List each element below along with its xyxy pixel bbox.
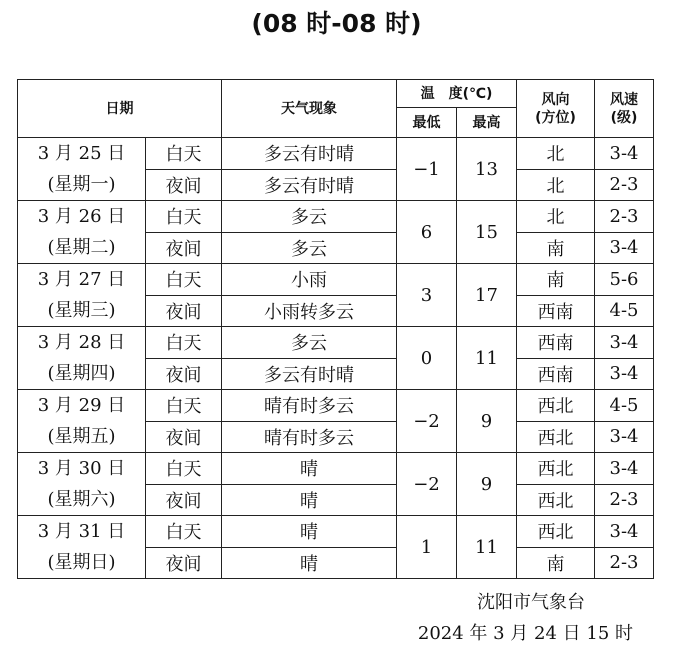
date-text: 3 月 30 日 (37, 458, 126, 479)
wind-speed-cell: 3-4 (595, 453, 654, 485)
period-label: 夜间 (146, 232, 222, 264)
wind-direction-cell: 北 (517, 138, 595, 170)
header-weather: 天气现象 (222, 80, 397, 138)
temp-high-cell: 11 (457, 327, 517, 390)
weather-cell: 晴有时多云 (222, 390, 397, 422)
table-row (18, 390, 654, 422)
table-row (18, 264, 654, 296)
weather-cell: 小雨转多云 (222, 295, 397, 327)
header-wind-direction: 风向 (方位) (517, 80, 595, 138)
wind-speed-cell: 3-4 (595, 358, 654, 390)
wind-direction-cell: 南 (517, 264, 595, 296)
wind-speed-cell: 3-4 (595, 421, 654, 453)
period-label: 白天 (146, 516, 222, 548)
date-text: 3 月 25 日 (37, 143, 126, 164)
temp-low-cell: 6 (397, 201, 457, 264)
date-cell (18, 264, 146, 327)
wind-direction-cell: 西北 (517, 421, 595, 453)
date-text: 3 月 27 日 (37, 269, 126, 290)
weekday-text: (星期一) (47, 174, 116, 195)
weather-cell: 晴 (222, 516, 397, 548)
period-label: 夜间 (146, 358, 222, 390)
temp-high-cell: 11 (457, 516, 517, 579)
wind-speed-cell: 4-5 (595, 295, 654, 327)
period-label: 夜间 (146, 421, 222, 453)
document-title: (08 时-08 时) (251, 9, 422, 38)
weekday-text: (星期六) (47, 489, 116, 510)
temp-low-cell: −2 (397, 390, 457, 453)
period-label: 夜间 (146, 169, 222, 201)
temp-high-cell: 17 (457, 264, 517, 327)
wind-speed-cell: 2-3 (595, 484, 654, 516)
weekday-text: (星期日) (47, 552, 116, 573)
period-label: 白天 (146, 453, 222, 485)
temp-low-cell: 1 (397, 516, 457, 579)
period-label: 白天 (146, 390, 222, 422)
date-text: 3 月 31 日 (37, 521, 126, 542)
date-cell (18, 516, 146, 579)
temp-high-cell: 9 (457, 453, 517, 516)
temp-high-cell: 13 (457, 138, 517, 201)
forecast-table (17, 79, 654, 579)
weekday-text: (星期五) (47, 426, 116, 447)
weather-cell: 多云有时晴 (222, 138, 397, 170)
table-row (18, 138, 654, 170)
wind-direction-cell: 西北 (517, 453, 595, 485)
date-text: 3 月 29 日 (37, 395, 126, 416)
period-label: 夜间 (146, 547, 222, 579)
date-cell (18, 201, 146, 264)
wind-direction-cell: 北 (517, 201, 595, 233)
weather-cell: 晴 (222, 453, 397, 485)
weather-cell: 晴有时多云 (222, 421, 397, 453)
wind-direction-cell: 西北 (517, 390, 595, 422)
table-row (18, 201, 654, 233)
date-cell (18, 138, 146, 201)
wind-speed-cell: 2-3 (595, 169, 654, 201)
weather-cell: 多云 (222, 232, 397, 264)
temp-low-cell: −1 (397, 138, 457, 201)
temp-low-cell: 0 (397, 327, 457, 390)
weather-cell: 多云 (222, 327, 397, 359)
wind-direction-cell: 北 (517, 169, 595, 201)
header-temp-high: 最高 (457, 108, 517, 138)
weather-cell: 多云有时晴 (222, 169, 397, 201)
wind-speed-cell: 3-4 (595, 138, 654, 170)
wind-speed-cell: 2-3 (595, 547, 654, 579)
header-temp-low: 最低 (397, 108, 457, 138)
weather-cell: 多云有时晴 (222, 358, 397, 390)
header-wind-speed: 风速 (级) (595, 80, 654, 138)
wind-speed-cell: 2-3 (595, 201, 654, 233)
wind-speed-cell: 3-4 (595, 516, 654, 548)
table-row (18, 516, 654, 548)
weather-cell: 晴 (222, 547, 397, 579)
header-temperature: 温 度(℃) (397, 80, 517, 108)
date-cell (18, 453, 146, 516)
table-row (18, 327, 654, 359)
wind-speed-cell: 3-4 (595, 232, 654, 264)
wind-speed-cell: 5-6 (595, 264, 654, 296)
temp-high-cell: 15 (457, 201, 517, 264)
period-label: 白天 (146, 327, 222, 359)
issuer: 沈阳市气象台 (477, 592, 585, 613)
date-cell (18, 390, 146, 453)
weather-cell: 小雨 (222, 264, 397, 296)
date-cell (18, 327, 146, 390)
period-label: 夜间 (146, 295, 222, 327)
weekday-text: (星期四) (47, 363, 116, 384)
wind-direction-cell: 南 (517, 547, 595, 579)
table-row (18, 453, 654, 485)
wind-direction-cell: 西南 (517, 327, 595, 359)
period-label: 白天 (146, 201, 222, 233)
wind-direction-cell: 西北 (517, 484, 595, 516)
weekday-text: (星期三) (47, 300, 116, 321)
header-date: 日期 (18, 80, 222, 138)
temp-low-cell: 3 (397, 264, 457, 327)
weather-cell: 晴 (222, 484, 397, 516)
weekday-text: (星期二) (47, 237, 116, 258)
temp-low-cell: −2 (397, 453, 457, 516)
wind-direction-cell: 西南 (517, 358, 595, 390)
wind-speed-cell: 4-5 (595, 390, 654, 422)
weather-cell: 多云 (222, 201, 397, 233)
period-label: 白天 (146, 264, 222, 296)
wind-direction-cell: 西南 (517, 295, 595, 327)
temp-high-cell: 9 (457, 390, 517, 453)
period-label: 夜间 (146, 484, 222, 516)
wind-direction-cell: 南 (517, 232, 595, 264)
date-text: 3 月 28 日 (37, 332, 126, 353)
wind-direction-cell: 西北 (517, 516, 595, 548)
date-text: 3 月 26 日 (37, 206, 126, 227)
issue-time: 2024 年 3 月 24 日 15 时 (417, 623, 633, 644)
period-label: 白天 (146, 138, 222, 170)
wind-speed-cell: 3-4 (595, 327, 654, 359)
